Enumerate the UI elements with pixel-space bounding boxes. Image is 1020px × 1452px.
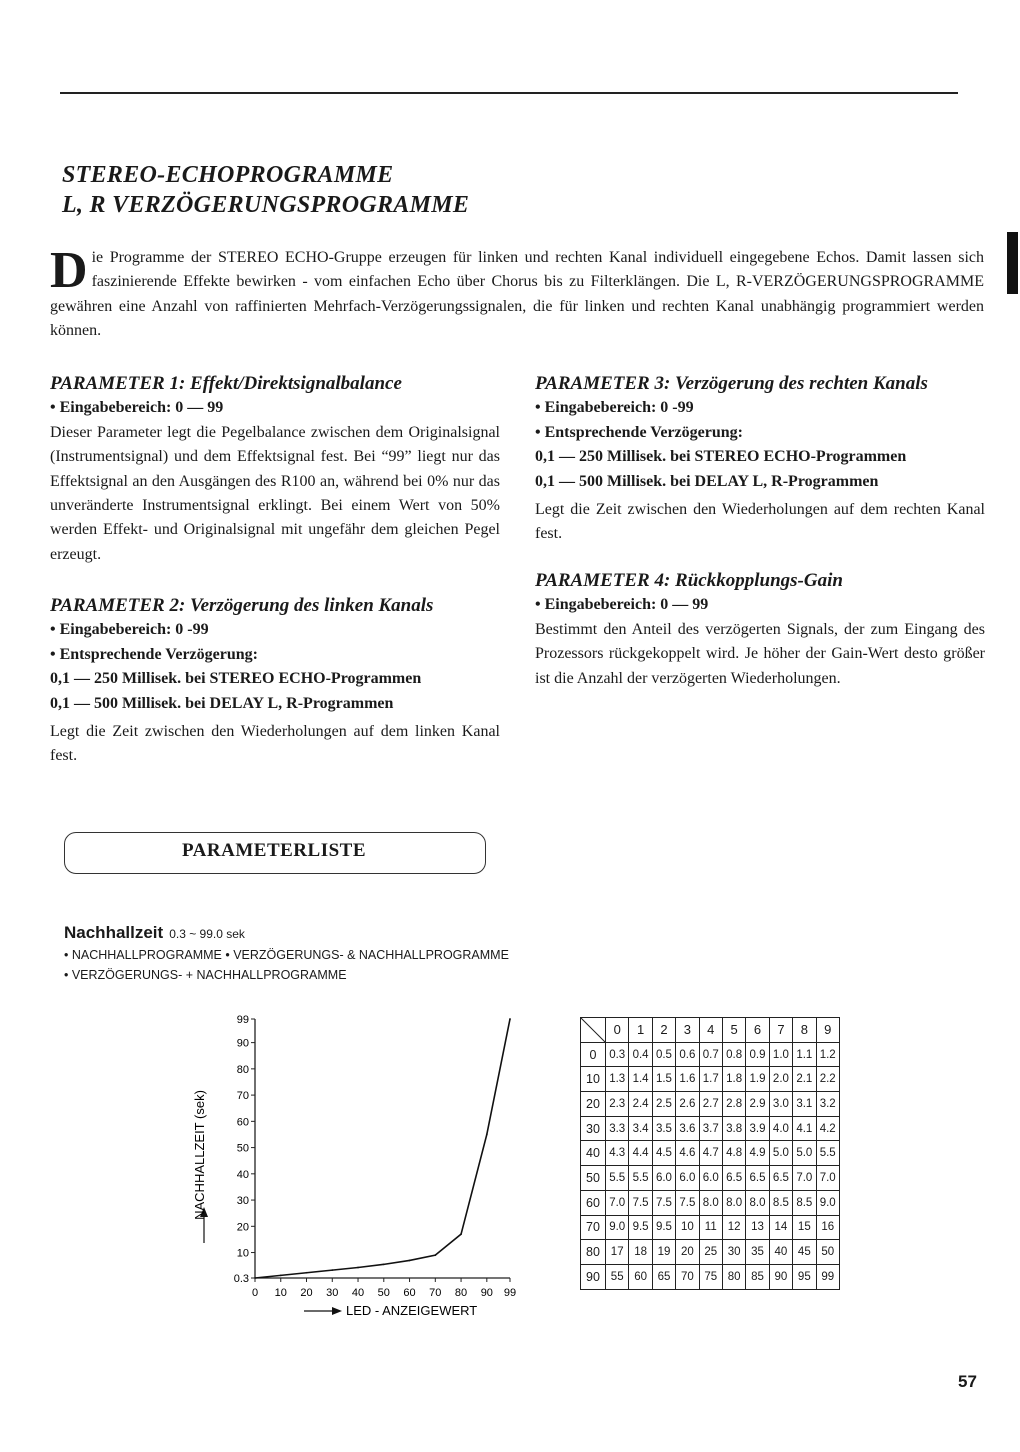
table-cell: 2.3 — [606, 1092, 629, 1117]
page-number: 57 — [958, 1372, 977, 1391]
table-cell: 7.0 — [816, 1166, 839, 1191]
table-cell: 7.0 — [606, 1190, 629, 1215]
table-cell: 3.8 — [722, 1116, 745, 1141]
table-cell: 1.6 — [676, 1067, 699, 1092]
table-cell: 6.5 — [722, 1166, 745, 1191]
nachhall-range: 0.3 ~ 99.0 sek — [169, 927, 245, 941]
reverb-time-table — [580, 1017, 840, 1290]
table-cell: 0.6 — [676, 1042, 699, 1067]
top-rule — [60, 92, 958, 94]
table-cell: 45 — [793, 1240, 816, 1265]
chart-x-tick-label: 60 — [403, 1287, 416, 1299]
table-cell: 60 — [629, 1264, 652, 1289]
table-col-header: 6 — [746, 1018, 769, 1043]
table-cell: 16 — [816, 1215, 839, 1240]
table-cell: 13 — [746, 1215, 769, 1240]
table-col-header: 5 — [722, 1018, 745, 1043]
table-cell: 4.2 — [816, 1116, 839, 1141]
table-cell: 6.5 — [746, 1166, 769, 1191]
thumb-index-mark — [1007, 232, 1018, 294]
table-cell: 2.7 — [699, 1092, 722, 1117]
table-cell: 95 — [793, 1264, 816, 1289]
table-cell: 7.5 — [629, 1190, 652, 1215]
param3-range: • Eingabebereich: 0 -99 — [535, 399, 694, 417]
table-cell: 12 — [722, 1215, 745, 1240]
table-cell: 5.0 — [769, 1141, 792, 1166]
table-cell: 30 — [722, 1240, 745, 1265]
param4-section — [535, 569, 985, 691]
table-cell: 85 — [746, 1264, 769, 1289]
table-cell: 5.5 — [629, 1166, 652, 1191]
table-cell: 17 — [606, 1240, 629, 1265]
table-col-header: 0 — [606, 1018, 629, 1043]
table-cell: 15 — [793, 1215, 816, 1240]
table-cell: 3.0 — [769, 1092, 792, 1117]
chart-x-arrow-head — [332, 1307, 342, 1315]
table-cell: 2.6 — [676, 1092, 699, 1117]
param3-delay-label: • Entsprechende Verzögerung: — [535, 423, 743, 441]
table-cell: 1.0 — [769, 1042, 792, 1067]
table-cell: 99 — [816, 1264, 839, 1289]
chart-x-tick-label: 0 — [251, 1287, 259, 1299]
table-col-header: 3 — [676, 1018, 699, 1043]
table-cell: 5.5 — [606, 1166, 629, 1191]
param4-text: Bestimmt den Anteil des verzögerten Signals, der zum Eingang des Prozessors rückgekoppelt wird. Je höher der Gain-Wert desto größer ist die Anzahl der verzögerten Wiederholungen. — [535, 620, 985, 687]
param2-delay-2: 0,1 — 500 Millisek. bei DELAY L, R-Programmen — [50, 694, 394, 712]
table-row-header: 0 — [581, 1042, 606, 1067]
param2-range: • Eingabebereich: 0 -99 — [50, 621, 209, 639]
chart-x-tick-label: 90 — [480, 1287, 493, 1299]
table-cell: 4.5 — [652, 1141, 675, 1166]
table-row-header: 10 — [581, 1067, 606, 1092]
table-row-header: 70 — [581, 1215, 606, 1240]
title-line-1: STEREO-ECHOPROGRAMME — [62, 162, 394, 188]
param3-text: Legt die Zeit zwischen den Wiederholungen auf dem rechten Kanal fest. — [535, 501, 985, 543]
param1-heading: PARAMETER 1: Effekt/Direktsignalbalance — [50, 373, 402, 394]
table-cell: 8.0 — [746, 1190, 769, 1215]
table-cell: 3.2 — [816, 1092, 839, 1117]
table-cell: 9.5 — [652, 1215, 675, 1240]
intro-paragraph — [50, 242, 984, 344]
table-row-header: 40 — [581, 1141, 606, 1166]
table-cell: 6.0 — [676, 1166, 699, 1191]
chart-y-tick-label: 60 — [236, 1116, 249, 1129]
chart-data-point — [331, 1269, 333, 1271]
chart-y-tick-label: 90 — [236, 1037, 249, 1050]
table-row — [581, 1141, 840, 1166]
chart-data-point — [486, 1134, 488, 1136]
chart-x-tick-label: 10 — [274, 1287, 287, 1299]
chart-data-point — [509, 1018, 511, 1020]
diagonal-line — [581, 1018, 605, 1042]
table-cell: 2.2 — [816, 1067, 839, 1092]
chart-y-tick-label: 10 — [236, 1247, 249, 1260]
table-cell: 4.8 — [722, 1141, 745, 1166]
table-cell: 8.0 — [722, 1190, 745, 1215]
param2-delay-1: 0,1 — 250 Millisek. bei STEREO ECHO-Programmen — [50, 670, 422, 688]
table-cell: 10 — [676, 1215, 699, 1240]
table-cell: 4.3 — [606, 1141, 629, 1166]
table-row — [581, 1042, 840, 1067]
table-cell: 1.5 — [652, 1067, 675, 1092]
table-cell: 50 — [816, 1240, 839, 1265]
table-cell: 1.4 — [629, 1067, 652, 1092]
chart-x-label: LED - ANZEIGEWERT — [346, 1303, 478, 1318]
chart-x-tick-label: 70 — [429, 1287, 442, 1299]
param3-delay-2: 0,1 — 500 Millisek. bei DELAY L, R-Programmen — [535, 472, 879, 490]
param3-delay-1: 0,1 — 250 Millisek. bei STEREO ECHO-Programmen — [535, 448, 907, 466]
table-cell: 1.2 — [816, 1042, 839, 1067]
table-cell: 8.5 — [769, 1190, 792, 1215]
table-row — [581, 1116, 840, 1141]
nachhall-bullet-2: • VERZÖGERUNGS- + NACHHALLPROGRAMME — [64, 968, 347, 982]
table-row-header: 20 — [581, 1092, 606, 1117]
table-row-header: 30 — [581, 1116, 606, 1141]
param4-range: • Eingabebereich: 0 — 99 — [535, 596, 709, 614]
table-row — [581, 1067, 840, 1092]
chart-data-point — [280, 1274, 282, 1276]
chart-y-tick-label: 50 — [236, 1142, 249, 1155]
param3-section — [535, 372, 985, 547]
reverb-time-chart — [170, 1005, 530, 1325]
table-cell: 3.4 — [629, 1116, 652, 1141]
table-cell: 4.7 — [699, 1141, 722, 1166]
table-cell: 1.1 — [793, 1042, 816, 1067]
table-cell: 4.9 — [746, 1141, 769, 1166]
table-cell: 35 — [746, 1240, 769, 1265]
param4-heading: PARAMETER 4: Rückkopplungs-Gain — [535, 570, 843, 591]
table-cell: 4.6 — [676, 1141, 699, 1166]
table-cell: 2.1 — [793, 1067, 816, 1092]
table-cell: 8.5 — [793, 1190, 816, 1215]
nachhall-bullet-1: • NACHHALLPROGRAMME • VERZÖGERUNGS- & NACHHALLPROGRAMME — [64, 948, 509, 962]
table-cell: 25 — [699, 1240, 722, 1265]
table-row — [581, 1190, 840, 1215]
param1-range: • Eingabebereich: 0 — 99 — [50, 399, 224, 417]
chart-x-tick-label: 20 — [300, 1287, 313, 1299]
chart-data-point — [254, 1277, 256, 1279]
table-cell: 6.5 — [769, 1166, 792, 1191]
table-cell: 9.0 — [606, 1215, 629, 1240]
table-cell: 65 — [652, 1264, 675, 1289]
chart-data-point — [409, 1260, 411, 1262]
table-cell: 4.0 — [769, 1116, 792, 1141]
table-cell: 4.1 — [793, 1116, 816, 1141]
table-cell: 80 — [722, 1264, 745, 1289]
table-cell: 40 — [769, 1240, 792, 1265]
table-cell: 5.5 — [816, 1141, 839, 1166]
table-cell: 75 — [699, 1264, 722, 1289]
chart-data-point — [434, 1254, 436, 1256]
chart-series-line — [255, 1019, 510, 1278]
table-cell: 0.3 — [606, 1042, 629, 1067]
table-cell: 2.4 — [629, 1092, 652, 1117]
table-cell: 8.0 — [699, 1190, 722, 1215]
chart-y-label: NACHHALLZEIT (sek) — [192, 1090, 207, 1220]
title-line-2: L, R VERZÖGERUNGSPROGRAMME — [62, 192, 470, 218]
table-header-row — [581, 1018, 840, 1043]
table-cell: 0.7 — [699, 1042, 722, 1067]
parameterliste-label: PARAMETERLISTE — [181, 840, 366, 861]
table-cell: 0.8 — [722, 1042, 745, 1067]
chart-x-tick-label: 50 — [377, 1287, 390, 1299]
chart-x-tick-label: 40 — [351, 1287, 365, 1299]
table-cell: 0.5 — [652, 1042, 675, 1067]
table-row — [581, 1215, 840, 1240]
chart-data-point — [383, 1263, 385, 1265]
param1-section — [50, 372, 500, 567]
param2-text: Legt die Zeit zwischen den Wiederholungen auf dem linken Kanal fest. — [50, 723, 500, 765]
table-col-header: 2 — [652, 1018, 675, 1043]
table-row-header: 50 — [581, 1166, 606, 1191]
chart-y-tick-label: 20 — [236, 1221, 249, 1234]
param1-text: Dieser Parameter legt die Pegelbalance zwischen dem Originalsignal (Instrumentsignal) und dem Effektsignal fest. Bei “99” liegt nur das Effektsignal an den Ausgängen des R100 an, während bei 0% nur das unveränderte Instrumentsignal erklingt. Bei einem Wert von 50% werden Effekt- und Originalsignal mit ungefähr dem gleichen Pegel erzeugt. — [50, 423, 500, 563]
table-cell: 2.0 — [769, 1067, 792, 1092]
table-cell: 7.5 — [652, 1190, 675, 1215]
table-cell: 6.0 — [652, 1166, 675, 1191]
table-cell: 6.0 — [699, 1166, 722, 1191]
chart-y-tick-label: 99 — [236, 1014, 249, 1026]
table-cell: 7.5 — [676, 1190, 699, 1215]
chart-x-tick-label: 99 — [503, 1287, 517, 1299]
nachhall-heading — [64, 923, 245, 943]
table-cell: 3.7 — [699, 1116, 722, 1141]
table-col-header: 8 — [793, 1018, 816, 1043]
table-col-header: 7 — [769, 1018, 792, 1043]
table-row — [581, 1264, 840, 1289]
table-cell: 1.3 — [606, 1067, 629, 1092]
chart-y-tick-label: 40 — [236, 1168, 249, 1181]
param2-delay-label: • Entsprechende Verzögerung: — [50, 645, 258, 663]
table-cell: 3.1 — [793, 1092, 816, 1117]
param2-section — [50, 594, 500, 769]
table-cell: 9.0 — [816, 1190, 839, 1215]
table-cell: 0.9 — [746, 1042, 769, 1067]
table-cell: 4.4 — [629, 1141, 652, 1166]
table-corner-cell — [581, 1018, 606, 1043]
table-cell: 19 — [652, 1240, 675, 1265]
table-col-header: 1 — [629, 1018, 652, 1043]
table-cell: 7.0 — [793, 1166, 816, 1191]
table-cell: 3.5 — [652, 1116, 675, 1141]
intro-text: ie Programme der STEREO ECHO-Gruppe erzeugen für linken und rechten Kanal individuell eingegebene Echos. Damit lassen sich faszinierende Effekte bewirken - vom einfachen Echo über Chorus bis zu Filterklängen. Die L, R-VERZÖGERUNGSPROGRAMME gewähren eine Anzahl von raffinierten Mehrfach-Verzögerungssignalen, die für linken und rechten Kanal unabhängig programmiert werden können. — [50, 249, 984, 340]
table-cell: 3.3 — [606, 1116, 629, 1141]
table-cell: 2.5 — [652, 1092, 675, 1117]
table-cell: 18 — [629, 1240, 652, 1265]
chart-x-tick-label: 80 — [454, 1287, 468, 1299]
chart-y-tick-label: 80 — [236, 1063, 249, 1076]
table-cell: 70 — [676, 1264, 699, 1289]
chart-x-arrow — [304, 1307, 342, 1315]
table-cell: 5.0 — [793, 1141, 816, 1166]
table-cell: 1.7 — [699, 1067, 722, 1092]
table-cell: 2.9 — [746, 1092, 769, 1117]
table-cell: 1.8 — [722, 1067, 745, 1092]
table-cell: 2.8 — [722, 1092, 745, 1117]
table-cell: 11 — [699, 1215, 722, 1240]
table-row-header: 60 — [581, 1190, 606, 1215]
chart-y-tick-label: 70 — [236, 1090, 249, 1103]
chart-y-tick-label: 30 — [236, 1195, 249, 1208]
table-row — [581, 1166, 840, 1191]
table-cell: 1.9 — [746, 1067, 769, 1092]
table-cell: 0.4 — [629, 1042, 652, 1067]
table-cell: 55 — [606, 1264, 629, 1289]
table-col-header: 4 — [699, 1018, 722, 1043]
table-row — [581, 1240, 840, 1265]
table-cell: 90 — [769, 1264, 792, 1289]
chart-y-tick-label: 0.3 — [233, 1273, 249, 1285]
drop-cap: D — [50, 242, 88, 299]
table-col-header: 9 — [816, 1018, 839, 1043]
table-cell: 9.5 — [629, 1215, 652, 1240]
nachhall-label: Nachhallzeit — [64, 923, 164, 942]
table-row-header: 90 — [581, 1264, 606, 1289]
chart-data-point — [460, 1233, 462, 1235]
param3-heading: PARAMETER 3: Verzögerung des rechten Kanals — [535, 373, 928, 394]
table-cell: 20 — [676, 1240, 699, 1265]
table-cell: 3.9 — [746, 1116, 769, 1141]
table-row — [581, 1092, 840, 1117]
table-cell: 3.6 — [676, 1116, 699, 1141]
chart-x-tick-label: 30 — [326, 1287, 339, 1299]
chart-data-point — [306, 1272, 308, 1274]
param2-heading: PARAMETER 2: Verzögerung des linken Kanals — [50, 595, 434, 616]
table-cell: 14 — [769, 1215, 792, 1240]
chart-data-point — [357, 1267, 359, 1269]
table-row-header: 80 — [581, 1240, 606, 1265]
